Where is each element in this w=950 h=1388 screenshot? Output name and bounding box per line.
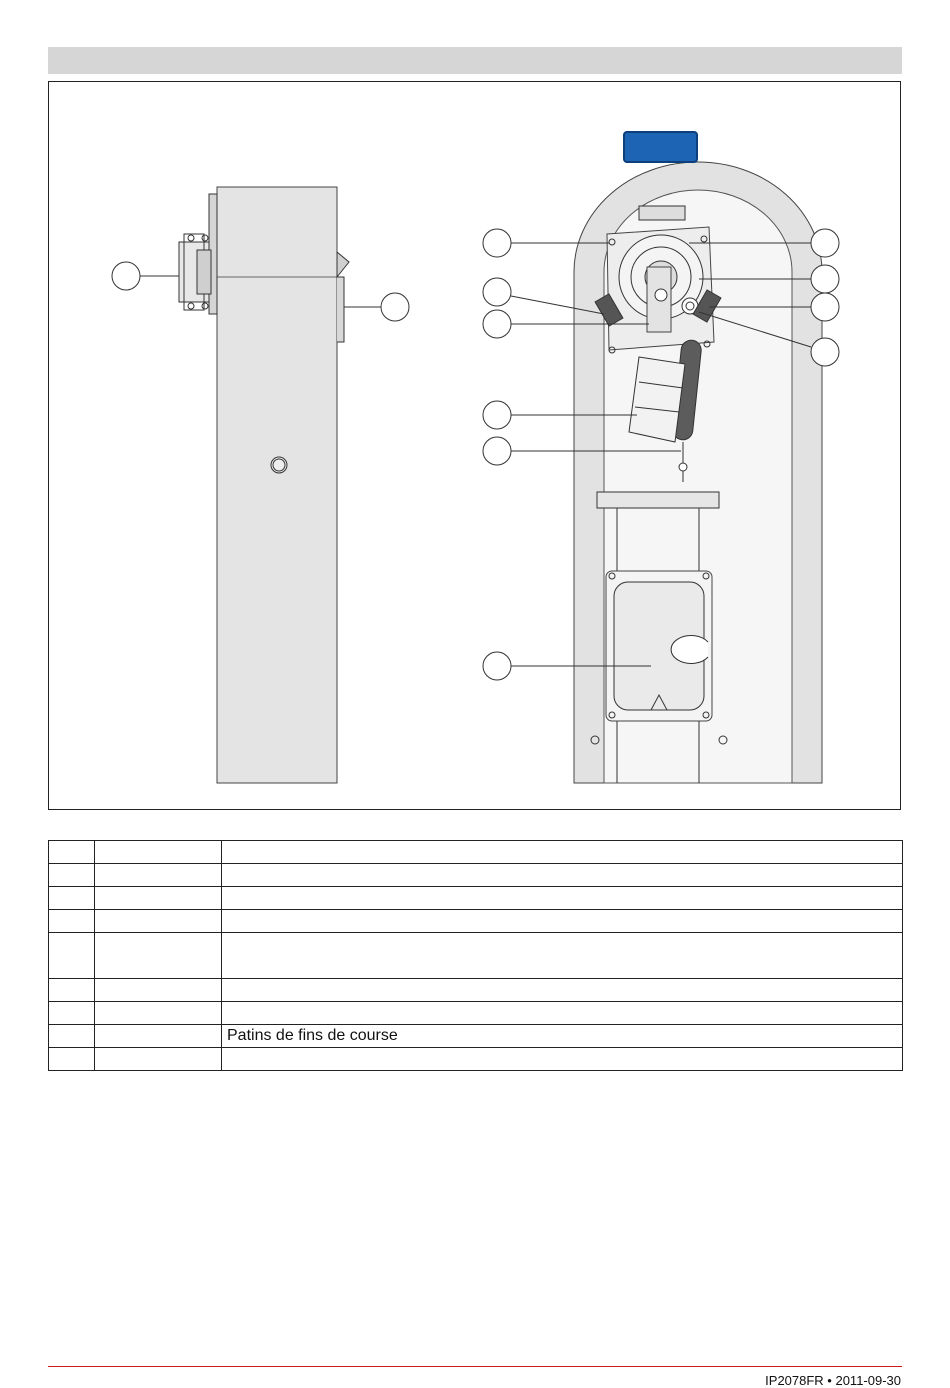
part-number — [49, 1048, 95, 1071]
callout-circle — [483, 278, 511, 306]
table-row — [49, 887, 903, 910]
gear-motor — [629, 357, 685, 442]
part-ref — [95, 1002, 222, 1025]
table-row — [49, 910, 903, 933]
part-number — [49, 1002, 95, 1025]
callout-circle — [483, 229, 511, 257]
part-number — [49, 887, 95, 910]
footer-rule — [48, 1366, 902, 1367]
part-description — [222, 864, 903, 887]
part-ref — [95, 864, 222, 887]
mechanism-plate — [607, 227, 714, 353]
part-description — [222, 841, 903, 864]
part-ref — [95, 979, 222, 1002]
table-row — [49, 841, 903, 864]
part-number — [49, 1025, 95, 1048]
part-ref — [95, 841, 222, 864]
part-number — [49, 979, 95, 1002]
part-description — [222, 1002, 903, 1025]
callout-circle — [811, 338, 839, 366]
part-number — [49, 864, 95, 887]
table-row — [49, 864, 903, 887]
table-row — [49, 1025, 903, 1048]
part-description — [222, 910, 903, 933]
table-row — [49, 1048, 903, 1071]
part-description — [222, 933, 903, 979]
callout-circle — [483, 437, 511, 465]
part-description — [222, 979, 903, 1002]
part-description: Patins de fins de course — [222, 1025, 903, 1048]
table-row — [49, 933, 903, 979]
callout-circle — [483, 401, 511, 429]
part-number — [49, 910, 95, 933]
barrier-drawing — [49, 82, 902, 811]
parts-table — [48, 840, 903, 1071]
callout-circle — [811, 293, 839, 321]
document-reference: IP2078FR • 2011-09-30 — [765, 1373, 901, 1388]
section-header-bar — [48, 47, 902, 74]
part-number — [49, 841, 95, 864]
callout-circle — [112, 262, 140, 290]
part-ref — [95, 1048, 222, 1071]
side-view-bracket — [179, 234, 211, 310]
part-description — [222, 887, 903, 910]
callout-circle — [483, 310, 511, 338]
part-ref — [95, 1025, 222, 1048]
callout-circle — [381, 293, 409, 321]
part-ref — [95, 887, 222, 910]
model-badge — [624, 132, 697, 162]
control-unit-box — [606, 571, 712, 721]
table-row — [49, 1002, 903, 1025]
callout-circle — [483, 652, 511, 680]
part-description — [222, 1048, 903, 1071]
table-row — [49, 979, 903, 1002]
side-view-housing — [209, 187, 349, 783]
callout-circle — [811, 229, 839, 257]
part-number — [49, 933, 95, 979]
part-ref — [95, 910, 222, 933]
figure-frame — [48, 81, 901, 810]
callout-circle — [811, 265, 839, 293]
part-ref — [95, 933, 222, 979]
